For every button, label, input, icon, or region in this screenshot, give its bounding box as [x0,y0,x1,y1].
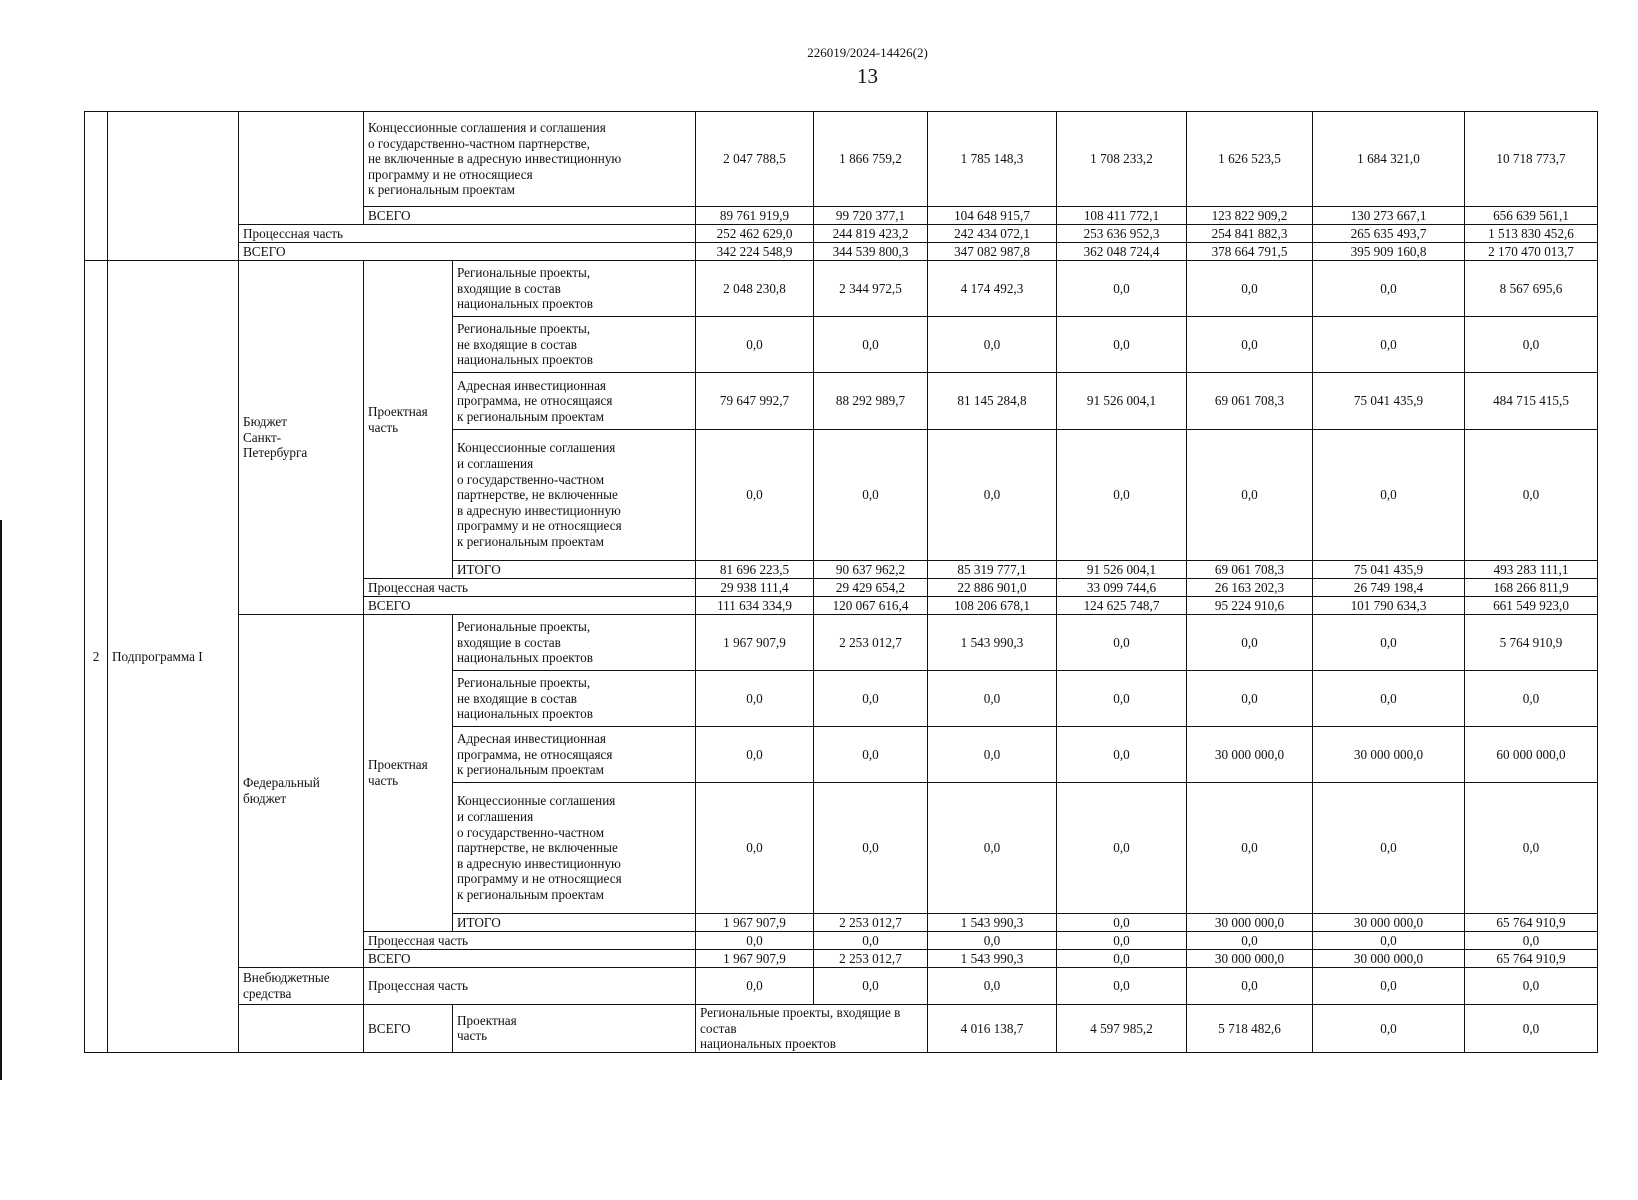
value-cell: 0,0 [1313,317,1465,373]
value-cell: 0,0 [1465,783,1598,914]
value-cell: 252 462 629,0 [696,225,814,243]
value-cell: 0,0 [696,317,814,373]
value-cell: 0,0 [696,671,814,727]
value-cell: 0,0 [1313,968,1465,1005]
value-cell: 0,0 [928,727,1057,783]
row-label: ВСЕГО [239,243,696,261]
value-cell: 253 636 952,3 [1057,225,1187,243]
value-cell: 484 715 415,5 [1465,373,1598,430]
value-cell: 0,0 [1057,671,1187,727]
value-cell: 108 206 678,1 [928,597,1057,615]
row-label: Процессная часть [364,579,696,597]
value-cell: 99 720 377,1 [814,207,928,225]
value-cell: 362 048 724,4 [1057,243,1187,261]
value-cell: 60 000 000,0 [1465,727,1598,783]
value-cell: 90 637 962,2 [814,561,928,579]
value-cell: 347 082 987,8 [928,243,1057,261]
value-cell: 0,0 [1187,968,1313,1005]
table-row [85,225,1598,243]
value-cell: 0,0 [1057,430,1187,561]
value-cell: 0,0 [1057,950,1187,968]
value-cell: 656 639 561,1 [1465,207,1598,225]
funding-source: Федеральный бюджет [239,615,364,968]
value-cell: 111 634 334,9 [696,597,814,615]
value-cell: 4 597 985,2 [1057,1005,1187,1053]
value-cell: 29 429 654,2 [814,579,928,597]
value-cell: 1 543 990,3 [928,950,1057,968]
row-label: ВСЕГО [364,597,696,615]
value-cell: 254 841 882,3 [1187,225,1313,243]
value-cell: 69 061 708,3 [1187,561,1313,579]
value-cell: 0,0 [1187,261,1313,317]
value-cell: 378 664 791,5 [1187,243,1313,261]
table-row [85,615,1598,671]
subprogram-index: 2 [85,261,108,1053]
value-cell: 81 696 223,5 [696,561,814,579]
value-cell: 33 099 744,6 [1057,579,1187,597]
funding-table [84,111,1598,1053]
total-label: ВСЕГО [364,1005,453,1053]
value-cell: 0,0 [814,671,928,727]
value-cell: 22 886 901,0 [928,579,1057,597]
value-cell: 0,0 [814,317,928,373]
value-cell: 1 543 990,3 [928,914,1057,932]
value-cell: 0,0 [1465,1005,1598,1053]
value-cell: 0,0 [928,671,1057,727]
value-cell: 104 648 915,7 [928,207,1057,225]
value-cell: 0,0 [696,430,814,561]
value-cell: 29 938 111,4 [696,579,814,597]
value-cell: 0,0 [1057,727,1187,783]
value-cell: 0,0 [696,932,814,950]
value-cell: 0,0 [1057,932,1187,950]
value-cell: 244 819 423,2 [814,225,928,243]
row-label: ВСЕГО [364,207,696,225]
value-cell: 0,0 [1187,317,1313,373]
value-cell: 0,0 [928,783,1057,914]
value-cell: 0,0 [814,430,928,561]
row-label: ВСЕГО [364,950,696,968]
value-cell: 0,0 [814,932,928,950]
row-label: Региональные проекты, не входящие в состав национальных проектов [453,317,696,373]
value-cell: 1 626 523,5 [1187,112,1313,207]
value-cell: 1 967 907,9 [696,615,814,671]
subprogram-name: Подпрограмма I [108,261,239,1053]
value-cell: 0,0 [814,783,928,914]
value-cell: 344 539 800,3 [814,243,928,261]
table-row [85,261,1598,317]
value-cell: 4 174 492,3 [928,261,1057,317]
document-id: 226019/2024-14426(2) [807,45,928,60]
page-number: 13 [857,64,878,88]
value-cell: 2 047 788,5 [696,112,814,207]
value-cell: 95 224 910,6 [1187,597,1313,615]
value-cell: 124 625 748,7 [1057,597,1187,615]
value-cell: 0,0 [1057,783,1187,914]
row-label: Региональные проекты, входящие в состав национальных проектов [453,615,696,671]
value-cell: 10 718 773,7 [1465,112,1598,207]
value-cell: 0,0 [696,968,814,1005]
value-cell: 0,0 [1187,671,1313,727]
value-cell: 5 718 482,6 [1187,1005,1313,1053]
value-cell: 8 567 695,6 [1465,261,1598,317]
project-part-label: Проектная часть [364,615,453,932]
row-label: Концессионные соглашения и соглашения о государственно-частном партнерстве, не включенные в адресную инвестиционную программу и не относящиеся к региональным проектам [453,783,696,914]
value-cell: 0,0 [1187,783,1313,914]
funding-source: Бюджет Санкт- Петербурга [239,261,364,615]
funding-source: Внебюджетные средства [239,968,364,1005]
value-cell: 75 041 435,9 [1313,373,1465,430]
value-cell: 4 016 138,7 [928,1005,1057,1053]
value-cell: 342 224 548,9 [696,243,814,261]
value-cell: 0,0 [1313,430,1465,561]
row-label: Региональные проекты, входящие в состав национальных проектов [453,261,696,317]
value-cell: 1 543 990,3 [928,615,1057,671]
value-cell: 0,0 [1313,261,1465,317]
value-cell: 0,0 [1465,932,1598,950]
value-cell: 242 434 072,1 [928,225,1057,243]
value-cell: 0,0 [814,968,928,1005]
value-cell: 0,0 [1465,317,1598,373]
value-cell: 0,0 [928,968,1057,1005]
value-cell: 120 067 616,4 [814,597,928,615]
value-cell: 30 000 000,0 [1313,914,1465,932]
row-label: Процессная часть [364,932,696,950]
value-cell: 30 000 000,0 [1187,950,1313,968]
row-label: Адресная инвестиционная программа, не относящаяся к региональным проектам [453,373,696,430]
value-cell: 0,0 [1313,1005,1465,1053]
value-cell: 0,0 [1187,430,1313,561]
value-cell: 30 000 000,0 [1187,727,1313,783]
value-cell: 1 866 759,2 [814,112,928,207]
value-cell: 130 273 667,1 [1313,207,1465,225]
value-cell: 1 513 830 452,6 [1465,225,1598,243]
value-cell: 101 790 634,3 [1313,597,1465,615]
row-label: Региональные проекты, не входящие в состав национальных проектов [453,671,696,727]
value-cell: 1 967 907,9 [696,950,814,968]
value-cell: 0,0 [1313,932,1465,950]
value-cell: 0,0 [1465,430,1598,561]
project-part-label: Проектная часть [364,261,453,579]
value-cell: 661 549 923,0 [1465,597,1598,615]
project-part-label: Проектная часть [453,1005,696,1053]
value-cell: 65 764 910,9 [1465,950,1598,968]
scan-edge-line [0,520,2,1080]
row-label: ИТОГО [453,561,696,579]
value-cell: 0,0 [1313,671,1465,727]
value-cell: 0,0 [1057,615,1187,671]
table-row [85,243,1598,261]
value-cell: 265 635 493,7 [1313,225,1465,243]
value-cell: 26 749 198,4 [1313,579,1465,597]
value-cell: 493 283 111,1 [1465,561,1598,579]
value-cell: 0,0 [928,430,1057,561]
row-label: Адресная инвестиционная программа, не относящаяся к региональным проектам [453,727,696,783]
row-label: Процессная часть [239,225,696,243]
value-cell: 0,0 [928,317,1057,373]
value-cell: 2 253 012,7 [814,950,928,968]
row-label: Региональные проекты, входящие в состав национальных проектов [696,1005,928,1053]
value-cell: 1 684 321,0 [1313,112,1465,207]
value-cell: 1 708 233,2 [1057,112,1187,207]
value-cell: 0,0 [814,727,928,783]
value-cell: 69 061 708,3 [1187,373,1313,430]
value-cell: 0,0 [1057,968,1187,1005]
value-cell: 30 000 000,0 [1187,914,1313,932]
value-cell: 0,0 [696,783,814,914]
row-label: Процессная часть [364,968,696,1005]
value-cell: 65 764 910,9 [1465,914,1598,932]
value-cell: 0,0 [1057,261,1187,317]
value-cell: 91 526 004,1 [1057,561,1187,579]
value-cell: 0,0 [1187,615,1313,671]
row-label: Концессионные соглашения и соглашения о государственно-частном партнерстве, не включенные в адресную инвестиционную программу и не относящиеся к региональным проектам [364,112,696,207]
value-cell: 2 253 012,7 [814,615,928,671]
row-label: ИТОГО [453,914,696,932]
value-cell: 108 411 772,1 [1057,207,1187,225]
value-cell: 395 909 160,8 [1313,243,1465,261]
value-cell: 0,0 [696,727,814,783]
value-cell: 0,0 [928,932,1057,950]
value-cell: 30 000 000,0 [1313,727,1465,783]
value-cell: 81 145 284,8 [928,373,1057,430]
row-label: Концессионные соглашения и соглашения о государственно-частном партнерстве, не включенные в адресную инвестиционную программу и не относящиеся к региональным проектам [453,430,696,561]
value-cell: 2 253 012,7 [814,914,928,932]
value-cell: 0,0 [1313,783,1465,914]
table-row [85,112,1598,207]
table-row [85,1005,1598,1053]
value-cell: 79 647 992,7 [696,373,814,430]
table-row [85,968,1598,1005]
value-cell: 0,0 [1313,615,1465,671]
value-cell: 88 292 989,7 [814,373,928,430]
value-cell: 1 785 148,3 [928,112,1057,207]
value-cell: 0,0 [1057,317,1187,373]
value-cell: 85 319 777,1 [928,561,1057,579]
value-cell: 0,0 [1465,968,1598,1005]
value-cell: 168 266 811,9 [1465,579,1598,597]
value-cell: 0,0 [1057,914,1187,932]
value-cell: 30 000 000,0 [1313,950,1465,968]
value-cell: 26 163 202,3 [1187,579,1313,597]
value-cell: 91 526 004,1 [1057,373,1187,430]
value-cell: 89 761 919,9 [696,207,814,225]
value-cell: 2 170 470 013,7 [1465,243,1598,261]
value-cell: 2 344 972,5 [814,261,928,317]
value-cell: 1 967 907,9 [696,914,814,932]
value-cell: 2 048 230,8 [696,261,814,317]
value-cell: 0,0 [1187,932,1313,950]
value-cell: 75 041 435,9 [1313,561,1465,579]
value-cell: 123 822 909,2 [1187,207,1313,225]
value-cell: 0,0 [1465,671,1598,727]
value-cell: 5 764 910,9 [1465,615,1598,671]
